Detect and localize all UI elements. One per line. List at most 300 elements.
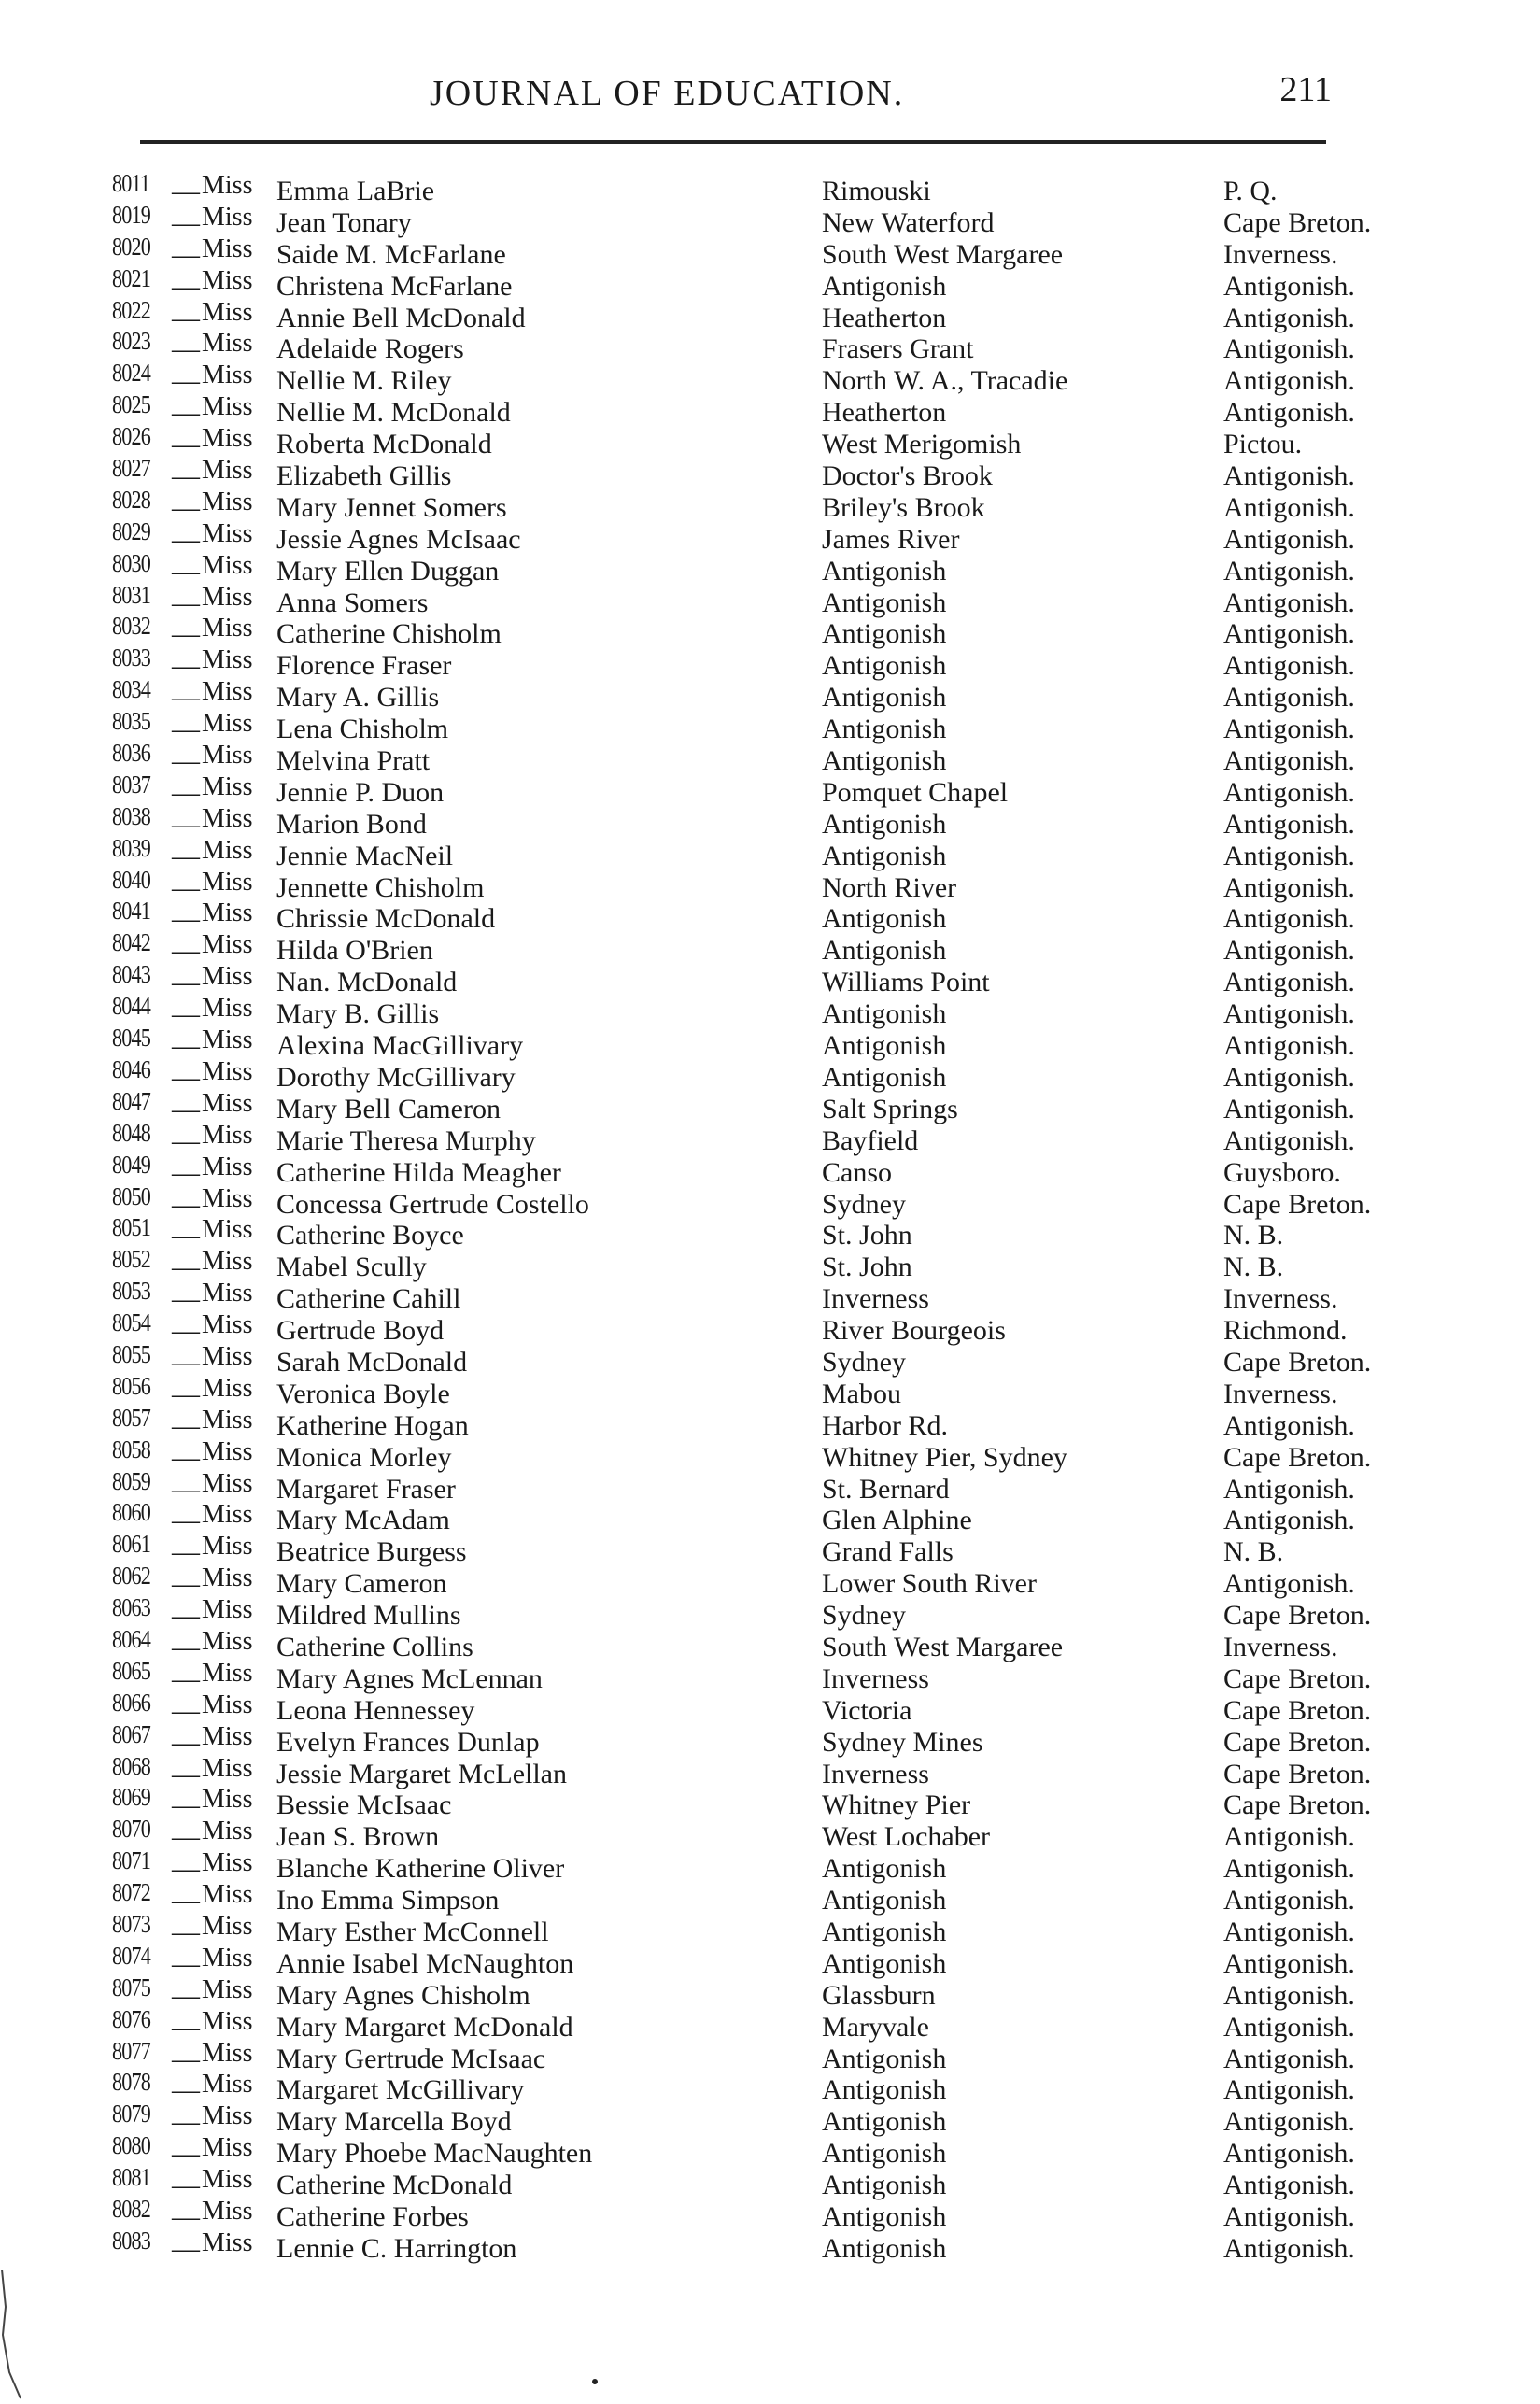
place-name: Sydney — [822, 1189, 910, 1220]
place-name: South West Margaree — [822, 239, 1067, 270]
honorific: Miss — [202, 1848, 253, 1878]
teacher-name: Mildred Mullins — [276, 1600, 465, 1631]
place-cell — [822, 271, 1222, 303]
county-name: Antigonish. — [1223, 776, 1355, 808]
teacher-name: Mary McAdam — [276, 1505, 454, 1535]
certificate-number: 8073 — [112, 1909, 150, 1938]
honorific: Miss — [202, 1817, 253, 1846]
place-cell — [822, 1536, 1222, 1568]
dash-separator: — — [172, 1188, 200, 1220]
dash-separator: — — [172, 998, 200, 1030]
place-name: Harbor Rd. — [822, 1410, 952, 1441]
honorific: Miss — [202, 930, 253, 960]
honorific: Miss — [202, 1436, 253, 1466]
place-name: Heatherton — [822, 303, 950, 333]
teacher-name-cell — [276, 207, 816, 239]
place-cell — [822, 714, 1222, 745]
list-item — [112, 295, 1355, 334]
teacher-name-cell — [276, 841, 816, 872]
dash-separator: — — [172, 1409, 200, 1441]
teacher-name: Lena Chisholm — [276, 714, 452, 744]
place-name: Antigonish — [822, 841, 950, 871]
list-item — [112, 390, 1355, 429]
honorific: Miss — [202, 2006, 253, 2036]
dash-separator: — — [172, 1631, 200, 1662]
certificate-number: 8037 — [112, 770, 150, 799]
place-name: Antigonish — [822, 618, 950, 649]
place-cell — [822, 745, 1222, 777]
list-item — [112, 422, 1335, 460]
teacher-name: Mary Phoebe MacNaughten — [276, 2138, 596, 2169]
list-item — [112, 1783, 1372, 1821]
dash-separator: — — [172, 967, 200, 998]
teacher-name-cell — [276, 1789, 816, 1821]
certificate-number: 8025 — [112, 390, 150, 419]
teacher-name: Mary Ellen Duggan — [276, 556, 502, 587]
dash-separator: — — [172, 776, 200, 808]
place-name: Frasers Grant — [822, 333, 977, 364]
place-cell — [822, 1727, 1222, 1759]
honorific: Miss — [202, 1974, 253, 2004]
certificate-number: 8035 — [112, 707, 150, 736]
place-cell — [822, 1442, 1222, 1474]
list-item — [112, 516, 1355, 556]
teacher-name-cell — [276, 1125, 816, 1157]
teacher-name: Jennie MacNeil — [276, 841, 457, 871]
place-name: Bayfield — [822, 1125, 922, 1156]
teacher-name-cell — [276, 1600, 816, 1632]
county-name: Cape Breton. — [1223, 1726, 1372, 1758]
teacher-name-cell — [276, 1853, 816, 1885]
place-name: Whitney Pier — [822, 1789, 974, 1820]
dash-separator: — — [172, 2138, 200, 2170]
place-name: Antigonish — [822, 682, 950, 713]
honorific: Miss — [202, 994, 253, 1024]
list-item — [112, 263, 1355, 303]
place-cell — [822, 2106, 1222, 2138]
place-cell — [822, 1759, 1222, 1790]
county-name: Antigonish. — [1223, 682, 1355, 714]
place-cell — [822, 207, 1222, 239]
teacher-name-cell — [276, 872, 816, 904]
place-cell — [822, 1885, 1222, 1916]
list-item — [112, 1719, 1372, 1759]
teacher-name: Melvina Pratt — [276, 745, 433, 776]
place-cell — [822, 1251, 1222, 1283]
certificate-number: 8079 — [112, 2100, 150, 2128]
teacher-name-cell — [276, 1948, 816, 1980]
teacher-name: Mary Esther McConnell — [276, 1916, 553, 1947]
dash-separator: — — [172, 2106, 200, 2138]
county-name: Antigonish. — [1223, 302, 1355, 333]
list-item — [112, 1150, 1341, 1189]
honorific: Miss — [202, 1405, 253, 1435]
honorific: Miss — [202, 741, 253, 771]
place-cell — [822, 2043, 1222, 2075]
teacher-name: Gertrude Boyd — [276, 1315, 447, 1346]
teacher-name: Leona Hennessey — [276, 1695, 478, 1726]
honorific: Miss — [202, 392, 253, 422]
certificate-number: 8024 — [112, 359, 150, 388]
teacher-name-cell — [276, 1916, 816, 1948]
teacher-name: Jennie P. Duon — [276, 777, 447, 808]
place-name: Sydney Mines — [822, 1727, 987, 1758]
county-name: Cape Breton. — [1223, 1346, 1372, 1378]
honorific: Miss — [202, 1753, 253, 1783]
place-cell — [822, 1157, 1222, 1189]
teacher-name-cell — [276, 2074, 816, 2106]
county-name: Antigonish. — [1223, 2138, 1355, 2170]
dash-separator: — — [172, 1378, 200, 1409]
list-item — [112, 2195, 1355, 2233]
list-item — [112, 1024, 1355, 1062]
teacher-name-cell — [276, 303, 816, 334]
place-name: Antigonish — [822, 271, 950, 302]
certificate-number: 8044 — [112, 992, 150, 1021]
honorific: Miss — [202, 1279, 253, 1308]
teacher-name: Beatrice Burgess — [276, 1536, 471, 1567]
place-cell — [822, 2170, 1222, 2201]
certificate-number: 8077 — [112, 2036, 150, 2065]
county-name: Antigonish. — [1223, 1979, 1355, 2011]
honorific: Miss — [202, 2070, 253, 2100]
teacher-name: Concessa Gertrude Costello — [276, 1189, 593, 1220]
teacher-name: Annie Bell McDonald — [276, 303, 530, 333]
teacher-name: Adelaide Rogers — [276, 333, 468, 364]
county-name: Antigonish. — [1223, 1505, 1355, 1536]
teacher-name-cell — [276, 1220, 816, 1251]
list-item — [112, 1181, 1372, 1221]
dash-separator: — — [172, 1600, 200, 1632]
teacher-name: Anna Somers — [276, 587, 431, 618]
list-item — [112, 1751, 1372, 1790]
honorific: Miss — [202, 1341, 253, 1371]
certificate-number: 8066 — [112, 1688, 150, 1717]
place-name: St. Bernard — [822, 1474, 954, 1505]
certificate-number: 8043 — [112, 960, 150, 989]
county-name: Antigonish. — [1223, 2106, 1355, 2138]
certificate-number: 8080 — [112, 2131, 150, 2160]
place-name: Victoria — [822, 1695, 916, 1726]
list-item — [112, 1973, 1355, 2012]
teacher-name-cell — [276, 365, 816, 397]
teacher-name-cell — [276, 714, 816, 745]
teacher-name: Catherine Boyce — [276, 1220, 468, 1251]
teacher-name: Mabel Scully — [276, 1251, 431, 1282]
teacher-name-cell — [276, 618, 816, 650]
place-cell — [822, 397, 1222, 429]
list-item — [112, 801, 1355, 841]
place-cell — [822, 1821, 1222, 1853]
dash-separator: — — [172, 397, 200, 429]
dash-separator: — — [172, 840, 200, 871]
teacher-name: Catherine Collins — [276, 1632, 477, 1662]
teacher-name-cell — [276, 809, 816, 841]
list-item — [112, 960, 1355, 998]
honorific: Miss — [202, 1563, 253, 1593]
list-item — [112, 2163, 1355, 2201]
place-cell — [822, 2074, 1222, 2106]
county-name: Antigonish. — [1223, 935, 1355, 967]
county-name: Antigonish. — [1223, 871, 1355, 903]
dash-separator: — — [172, 808, 200, 840]
teacher-name: Florence Fraser — [276, 650, 455, 681]
honorific: Miss — [202, 1626, 253, 1656]
teacher-name: Jean S. Brown — [276, 1821, 443, 1852]
honorific: Miss — [202, 709, 253, 739]
place-name: Antigonish — [822, 903, 950, 934]
teacher-name: Mary Gertrude McIsaac — [276, 2043, 549, 2074]
county-name: Antigonish. — [1223, 397, 1355, 429]
place-name: Heatherton — [822, 397, 950, 428]
dash-separator: — — [172, 1473, 200, 1505]
honorific: Miss — [202, 1183, 253, 1213]
list-item — [112, 1878, 1355, 1916]
dash-separator: — — [172, 745, 200, 777]
place-cell — [822, 524, 1222, 556]
page-header — [131, 65, 1345, 121]
place-cell — [822, 872, 1222, 904]
place-name: Rimouski — [822, 176, 935, 206]
teacher-name-cell — [276, 1759, 816, 1790]
teacher-name: Mary Bell Cameron — [276, 1094, 504, 1124]
certificate-number: 8023 — [112, 327, 150, 356]
teacher-name: Mary Cameron — [276, 1568, 450, 1599]
honorific: Miss — [202, 265, 253, 295]
teacher-name-cell — [276, 2170, 816, 2201]
list-item — [112, 580, 1355, 619]
dash-separator: — — [172, 871, 200, 903]
list-item — [112, 232, 1338, 271]
honorific: Miss — [202, 1468, 253, 1498]
place-cell — [822, 556, 1222, 587]
place-cell — [822, 460, 1222, 492]
place-cell — [822, 967, 1222, 998]
dash-separator: — — [172, 1093, 200, 1124]
teacher-name-cell — [276, 429, 816, 460]
list-item — [112, 833, 1355, 872]
teacher-name-cell — [276, 1663, 816, 1695]
county-name: Antigonish. — [1223, 1947, 1355, 1979]
dash-separator: — — [172, 1536, 200, 1568]
place-name: St. John — [822, 1251, 916, 1282]
teacher-name: Marion Bond — [276, 809, 431, 840]
county-name: Cape Breton. — [1223, 1789, 1372, 1821]
place-name: Antigonish — [822, 998, 950, 1029]
county-name: Antigonish. — [1223, 998, 1355, 1030]
honorific: Miss — [202, 645, 253, 675]
honorific: Miss — [202, 2165, 253, 2195]
teacher-name-cell — [276, 176, 816, 207]
teacher-name-cell — [276, 2106, 816, 2138]
dash-separator: — — [172, 206, 200, 238]
certificate-number: 8028 — [112, 485, 150, 514]
dash-separator: — — [172, 491, 200, 523]
place-cell — [822, 682, 1222, 714]
dash-separator: — — [172, 682, 200, 714]
teacher-name: Mary A. Gillis — [276, 682, 443, 713]
place-cell — [822, 935, 1222, 967]
place-name: Antigonish — [822, 1885, 950, 1916]
dash-separator: — — [172, 1979, 200, 2011]
teacher-name: Catherine Chisholm — [276, 618, 505, 649]
place-cell — [822, 1030, 1222, 1062]
place-name: James River — [822, 524, 963, 555]
list-item — [112, 1909, 1355, 1948]
place-name: Briley's Brook — [822, 492, 989, 523]
teacher-name: Annie Isabel McNaughton — [276, 1948, 577, 1979]
teacher-name-cell — [276, 1821, 816, 1853]
honorific: Miss — [202, 962, 253, 992]
teacher-name: Evelyn Frances Dunlap — [276, 1727, 544, 1758]
list-item — [112, 327, 1355, 365]
certificate-number: 8072 — [112, 1878, 150, 1907]
teacher-name-cell — [276, 492, 816, 524]
certificate-number: 8011 — [112, 169, 150, 197]
honorific: Miss — [202, 171, 253, 200]
list-item — [112, 1562, 1355, 1600]
teacher-name: Veronica Boyle — [276, 1379, 454, 1409]
certificate-number: 8063 — [112, 1593, 150, 1622]
certificate-number: 8045 — [112, 1024, 150, 1053]
honorific: Miss — [202, 1373, 253, 1403]
teacher-name-cell — [276, 271, 816, 303]
honorific: Miss — [202, 771, 253, 801]
teacher-name: Blanche Katherine Oliver — [276, 1853, 568, 1884]
honorific: Miss — [202, 1785, 253, 1815]
dash-separator: — — [172, 1758, 200, 1789]
teacher-name-cell — [276, 1695, 816, 1727]
list-item — [112, 1245, 1335, 1283]
teacher-name: Margaret Fraser — [276, 1474, 459, 1505]
list-item — [112, 612, 1355, 650]
honorific: Miss — [202, 424, 253, 454]
dash-separator: — — [172, 1251, 200, 1283]
certificate-number: 8049 — [112, 1150, 150, 1179]
certificate-number: 8019 — [112, 200, 150, 229]
teacher-name: Mary Marcella Boyd — [276, 2106, 516, 2137]
list-item — [112, 1403, 1355, 1442]
place-cell — [822, 1600, 1222, 1632]
dash-separator: — — [172, 2201, 200, 2232]
honorific: Miss — [202, 898, 253, 928]
honorific: Miss — [202, 1500, 253, 1530]
place-cell — [822, 1315, 1222, 1347]
place-name: Antigonish — [822, 1916, 950, 1947]
list-item — [112, 928, 1355, 967]
certificate-number: 8058 — [112, 1435, 150, 1464]
teacher-name: Catherine Forbes — [276, 2201, 473, 2232]
county-name: Antigonish. — [1223, 2043, 1355, 2074]
dash-separator: — — [172, 1030, 200, 1062]
list-item — [112, 2036, 1355, 2075]
teacher-name: Saide M. McFarlane — [276, 239, 510, 270]
teacher-name: Christena McFarlane — [276, 271, 516, 302]
certificate-number: 8020 — [112, 232, 150, 261]
county-name: Antigonish. — [1223, 2011, 1355, 2043]
certificate-number: 8050 — [112, 1181, 150, 1210]
certificate-number: 8069 — [112, 1783, 150, 1812]
list-item — [112, 169, 1335, 207]
place-name: Antigonish — [822, 2074, 950, 2105]
teacher-name-cell — [276, 1410, 816, 1442]
teacher-name: Emma LaBrie — [276, 176, 438, 206]
teacher-name-cell — [276, 1474, 816, 1506]
teacher-name-cell — [276, 1568, 816, 1600]
place-name: Maryvale — [822, 2012, 933, 2043]
teacher-name-cell — [276, 587, 816, 619]
place-name: Pomquet Chapel — [822, 777, 1011, 808]
honorific: Miss — [202, 1152, 253, 1181]
honorific: Miss — [202, 867, 253, 897]
county-name: Antigonish. — [1223, 2201, 1355, 2232]
place-name: Antigonish — [822, 2138, 950, 2169]
certificate-number: 8053 — [112, 1277, 150, 1306]
certificate-number: 8032 — [112, 612, 150, 641]
list-item — [112, 770, 1355, 809]
dash-separator: — — [172, 2043, 200, 2074]
county-name: Antigonish. — [1223, 1093, 1355, 1124]
honorific: Miss — [202, 487, 253, 516]
teacher-name-cell — [276, 2012, 816, 2043]
place-name: South West Margaree — [822, 1632, 1067, 1662]
teacher-name-cell — [276, 1442, 816, 1474]
certificate-number: 8033 — [112, 643, 150, 672]
teacher-name: Katherine Hogan — [276, 1410, 473, 1441]
certificate-number: 8055 — [112, 1339, 150, 1368]
county-name: Antigonish. — [1223, 1885, 1355, 1916]
dash-separator: — — [172, 1346, 200, 1378]
place-cell — [822, 2012, 1222, 2043]
county-name: Antigonish. — [1223, 714, 1355, 745]
list-item — [112, 1815, 1355, 1853]
place-cell — [822, 1379, 1222, 1410]
list-item — [112, 1339, 1372, 1379]
dash-separator: — — [172, 1283, 200, 1315]
place-cell — [822, 492, 1222, 524]
certificate-number: 8068 — [112, 1751, 150, 1780]
dash-separator: — — [172, 1156, 200, 1188]
county-name: Cape Breton. — [1223, 1441, 1372, 1473]
county-name: Cape Breton. — [1223, 1662, 1372, 1694]
teacher-name-cell — [276, 650, 816, 682]
certificate-number: 8071 — [112, 1846, 150, 1875]
dash-separator: — — [172, 1124, 200, 1156]
list-item — [112, 1624, 1338, 1663]
dash-separator: — — [172, 555, 200, 587]
place-cell — [822, 1853, 1222, 1885]
teacher-name: Catherine McDonald — [276, 2170, 516, 2200]
certificate-number: 8083 — [112, 2226, 150, 2255]
teacher-name-cell — [276, 1062, 816, 1094]
certificate-number: 8070 — [112, 1815, 150, 1844]
certificate-number: 8075 — [112, 1973, 150, 2001]
certificate-number: 8056 — [112, 1371, 150, 1400]
list-item — [112, 1941, 1355, 1980]
certificate-number: 8061 — [112, 1530, 150, 1559]
list-item — [112, 1688, 1372, 1727]
teacher-name-cell — [276, 967, 816, 998]
place-name: Antigonish — [822, 2170, 950, 2200]
list-item — [112, 2004, 1355, 2043]
dash-separator: — — [172, 2011, 200, 2043]
certificate-number: 8034 — [112, 675, 150, 704]
county-name: Antigonish. — [1223, 903, 1355, 935]
place-name: Williams Point — [822, 967, 994, 997]
honorific: Miss — [202, 614, 253, 643]
list-item — [112, 1054, 1355, 1094]
teacher-name-cell — [276, 1885, 816, 1916]
